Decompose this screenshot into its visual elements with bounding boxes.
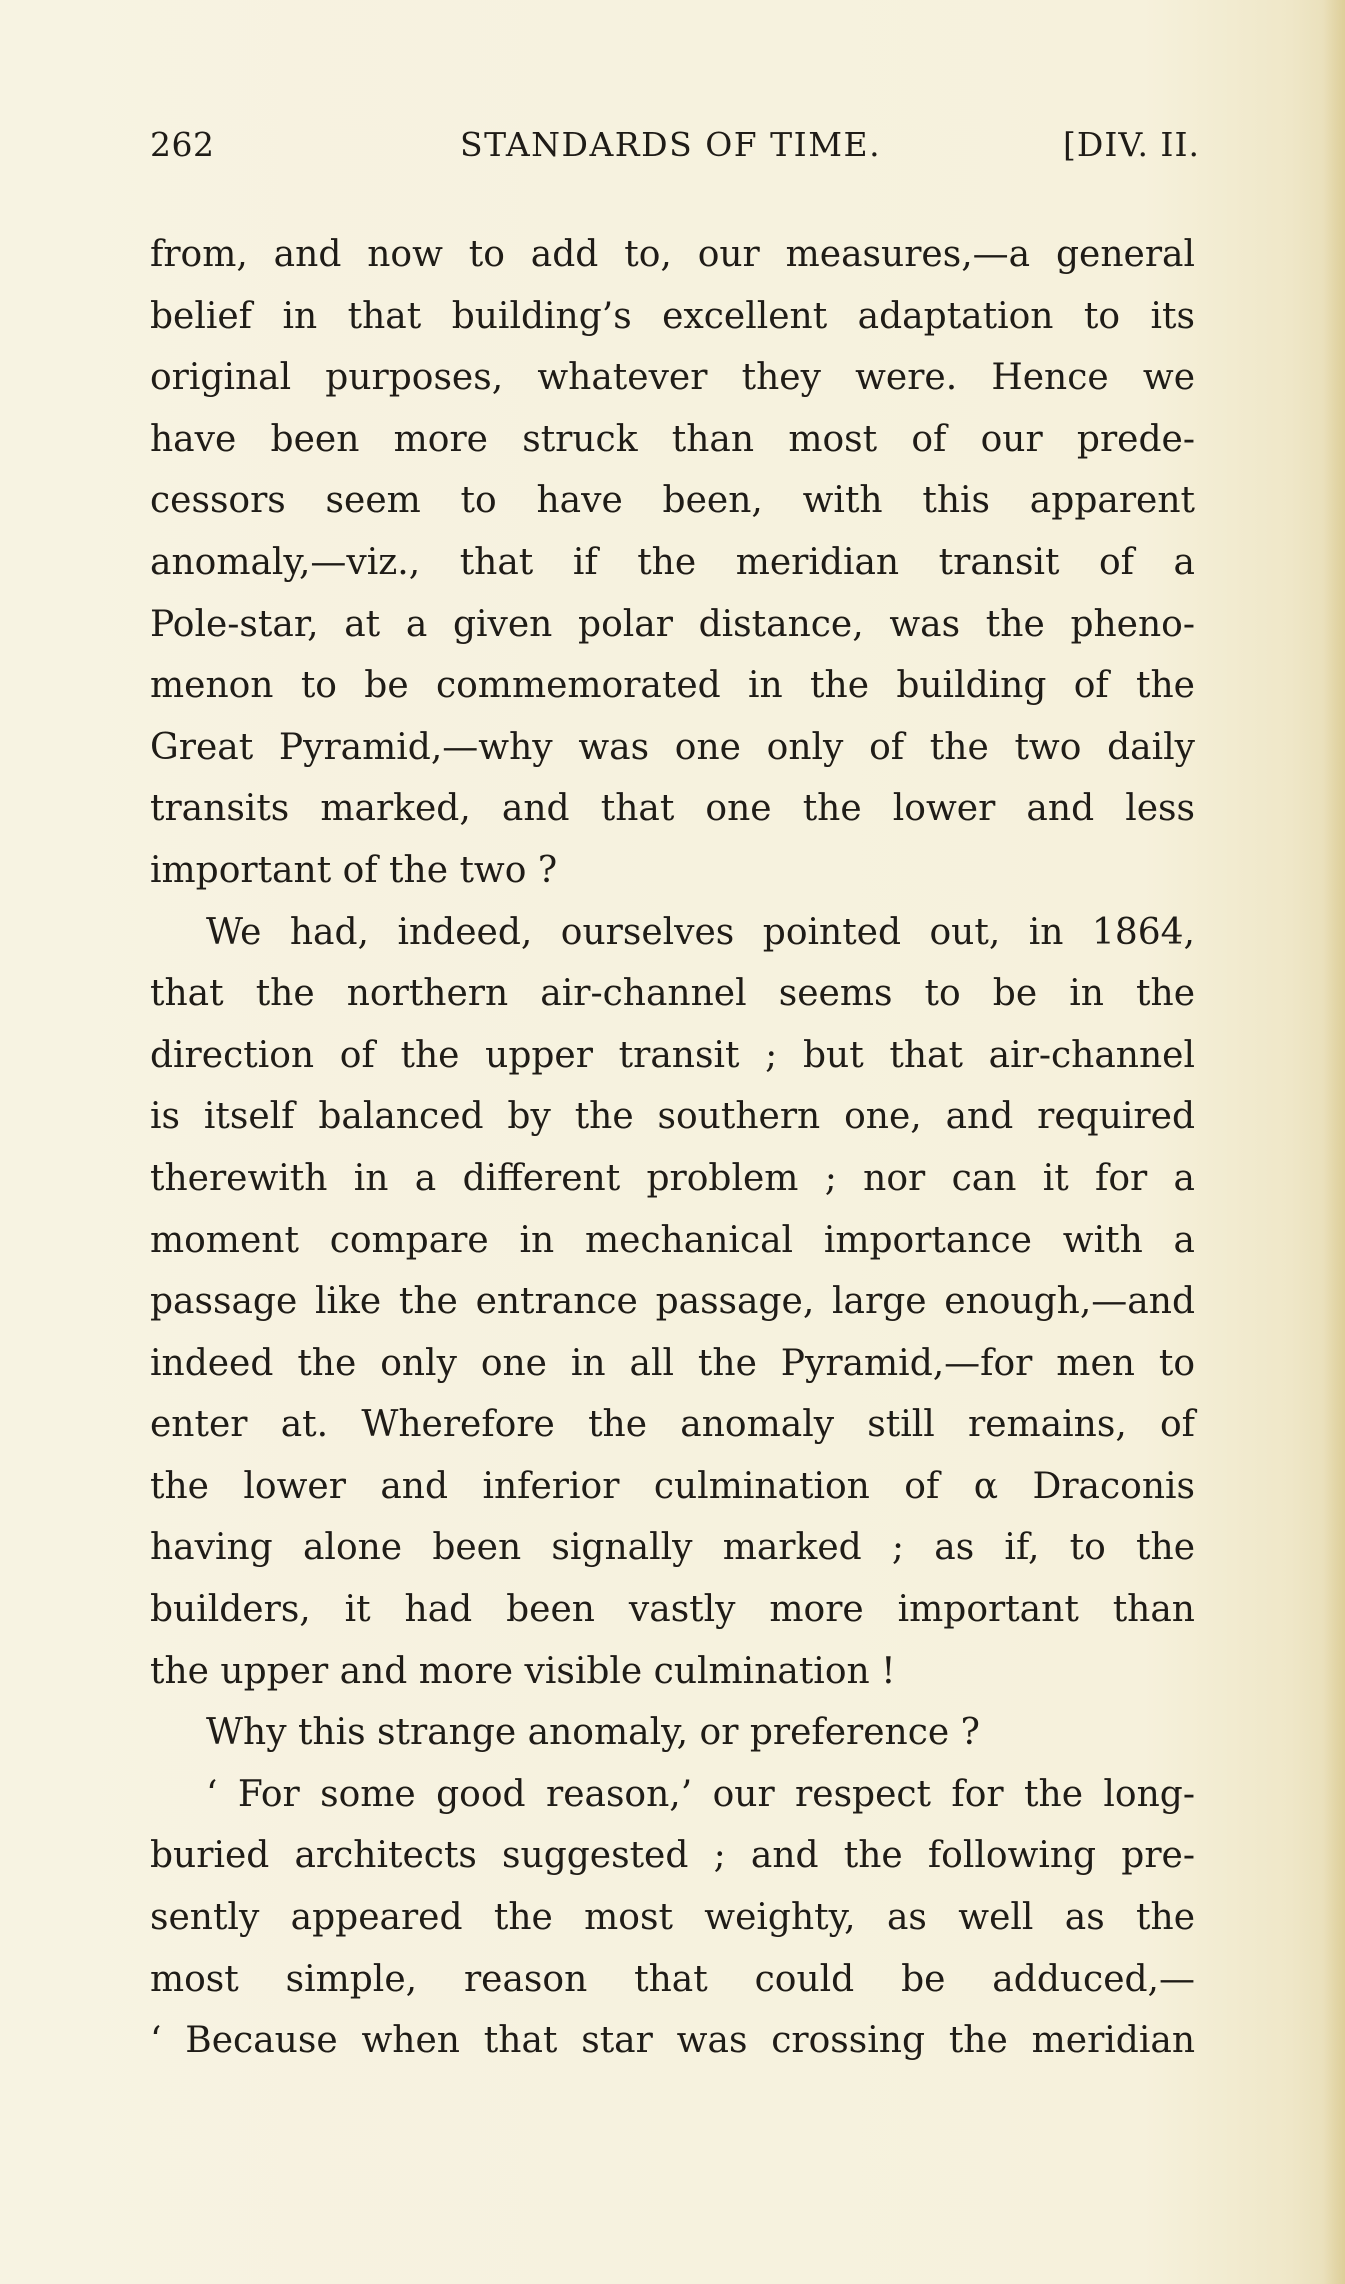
text-line: original purposes, whatever they were. Hence we xyxy=(150,357,1195,399)
text-line: most simple, reason that could be adduced,— xyxy=(150,1958,1195,2000)
text-line: that the northern air-channel seems to be in the xyxy=(150,973,1195,1015)
text-line: have been more struck than most of our prede- xyxy=(150,418,1195,460)
text-line: passage like the entrance passage, large enough,—and xyxy=(150,1281,1195,1323)
text-line: therewith in a different problem ; nor can it for a xyxy=(150,1157,1195,1199)
text-line: the lower and inferior culmination of α Draconis xyxy=(150,1465,1195,1507)
text-line: transits marked, and that one the lower and less xyxy=(150,788,1195,830)
text-line: menon to be commemorated in the building of the xyxy=(150,665,1195,707)
page-number: 262 xyxy=(150,125,215,164)
text-line: indeed the only one in all the Pyramid,—for men to xyxy=(150,1342,1195,1384)
text-line: the upper and more visible culmination ! xyxy=(150,1650,896,1692)
text-line: cessors seem to have been, with this apparent xyxy=(150,480,1195,522)
text-line: having alone been signally marked ; as if, to the xyxy=(150,1527,1195,1569)
running-title: STANDARDS OF TIME. xyxy=(460,125,882,164)
text-line: moment compare in mechanical importance with a xyxy=(150,1219,1195,1261)
text-line: is itself balanced by the southern one, and required xyxy=(150,1096,1195,1138)
text-line: belief in that building’s excellent adaptation to its xyxy=(150,295,1195,337)
text-line: ‘ Because when that star was crossing the meridian xyxy=(150,2020,1195,2062)
body-text xyxy=(150,224,1195,2072)
text-line: enter at. Wherefore the anomaly still remains, of xyxy=(150,1404,1195,1446)
division-label: [DIV. II. xyxy=(1063,125,1200,164)
text-line: direction of the upper transit ; but that air-channel xyxy=(150,1034,1195,1076)
text-line: Why this strange anomaly, or preference ? xyxy=(206,1712,980,1754)
text-line: buried architects suggested ; and the following pre- xyxy=(150,1835,1195,1877)
running-header xyxy=(150,125,1200,175)
text-line: sently appeared the most weighty, as well as the xyxy=(150,1897,1195,1939)
text-line: builders, it had been vastly more important than xyxy=(150,1589,1195,1631)
text-line: We had, indeed, ourselves pointed out, in 1864, xyxy=(206,911,1195,953)
text-line: Great Pyramid,—why was one only of the two daily xyxy=(150,726,1195,768)
text-line: from, and now to add to, our measures,—a general xyxy=(150,234,1195,275)
text-line: Pole-star, at a given polar distance, was the pheno- xyxy=(150,603,1195,645)
text-line: anomaly,—viz., that if the meridian transit of a xyxy=(150,541,1195,583)
page-edge-shading xyxy=(1323,0,1345,2284)
text-line: important of the two ? xyxy=(150,849,558,891)
text-line: ‘ For some good reason,’ our respect for the long- xyxy=(206,1773,1195,1815)
